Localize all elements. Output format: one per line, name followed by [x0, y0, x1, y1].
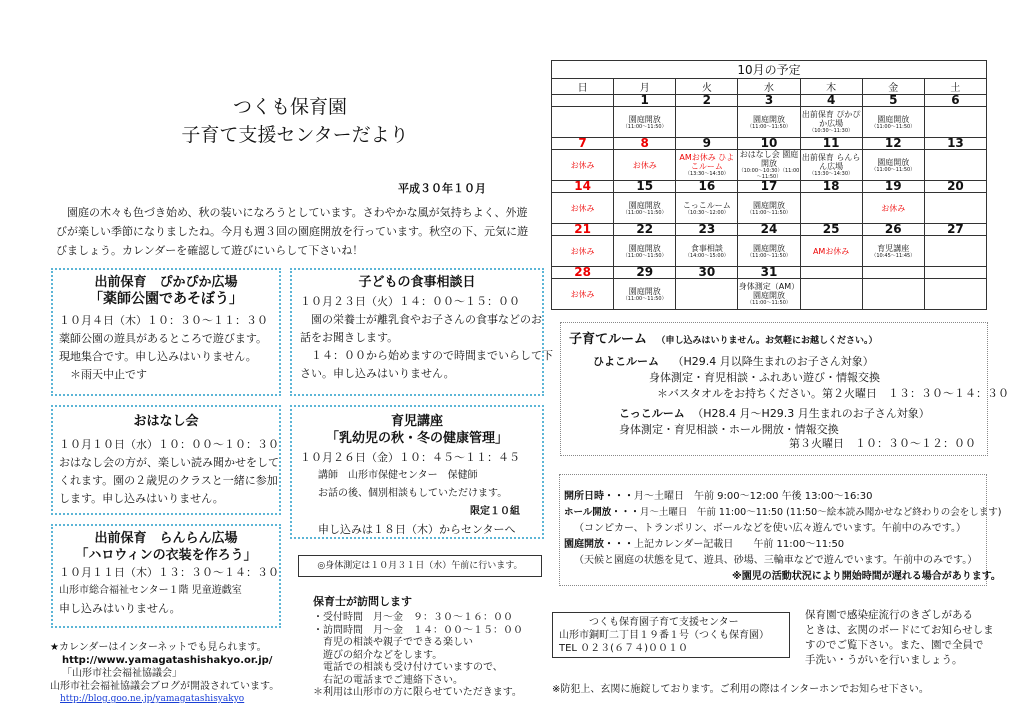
event-label: お休み	[570, 203, 595, 213]
event-label: 園庭開放	[752, 114, 785, 124]
event-label: AMお休み ひよこルーム	[679, 153, 735, 171]
calendar-day-number: 6	[924, 95, 986, 107]
event-label: 育児講座	[877, 243, 910, 253]
contact-phone: TEL ０２３(６７４)００１０	[559, 643, 688, 654]
box-line: 薬師公園の遊具があるところで遊びます。	[59, 332, 268, 345]
calendar-day-event	[552, 193, 614, 224]
box-line: 話をお聞きします。	[300, 331, 399, 344]
box-subtitle: 「薬師公園であそぼう」	[89, 291, 243, 307]
event-label: 出前保育 らんらん広場	[801, 153, 861, 171]
infection-line: ときは、玄関のボードにてお知らせしま	[805, 624, 994, 636]
event-label: 園庭開放	[877, 114, 910, 124]
box-title: 子どもの食事相談日	[358, 275, 476, 290]
calendar-day-event	[862, 193, 924, 224]
infection-line: 手洗い・うがいを行いましょう。	[805, 654, 963, 666]
event-label: お休み	[570, 160, 595, 170]
event-label: お休み	[881, 203, 906, 213]
calendar-day-event	[676, 279, 738, 310]
nurse-lines	[313, 612, 523, 700]
calendar-caption: 10月の予定	[552, 61, 987, 79]
event-label: おはなし会 園庭開放	[739, 150, 799, 168]
calendar-day-number	[862, 267, 924, 279]
event-time: （13:30～14:30）	[809, 171, 854, 177]
calendar-day-event	[552, 236, 614, 267]
calendar-day-number: 12	[862, 138, 924, 150]
calendar-day-number: 31	[738, 267, 800, 279]
links-line: ★カレンダーはインターネットでも見られます。	[50, 642, 267, 653]
event-time: （11:00～11:50）	[622, 295, 667, 302]
contact-line: つくも保育園子育て支援センター	[589, 617, 739, 628]
calendar-day-number: 4	[800, 95, 862, 107]
calendar-day-number: 7	[552, 138, 614, 150]
calendar-day-event	[676, 107, 738, 138]
intro-line: びが楽しい季節になりましたね。今月も週３回の園庭開放を行っています。秋空の下、元気に遊	[56, 225, 529, 238]
weekday-header: 水	[738, 79, 800, 95]
event-time: （11:00～11:50）	[622, 209, 667, 216]
calendar-day-event	[800, 279, 862, 310]
box-ranran	[51, 524, 281, 628]
room-note: （申し込みはいりません。お気軽にお越しください。）	[656, 336, 878, 346]
box-subtitle: 「ハロウィンの衣装を作ろう」	[75, 548, 257, 563]
box-line: １０月２６日（金）１０：４５～１１：４５	[300, 451, 520, 464]
event-label: お休み	[570, 289, 595, 299]
calendar-day-number: 2	[676, 95, 738, 107]
event-label: 食事相談	[690, 243, 723, 253]
calendar-day-event	[738, 107, 800, 138]
contact-box	[552, 612, 790, 658]
calendar-day-number: 5	[862, 95, 924, 107]
calendar-day-number: 13	[924, 138, 986, 150]
box-line: 山形市総合福祉センター１階 児童遊戯室	[59, 585, 242, 596]
calendar	[551, 60, 987, 310]
event-time: （11:00～11:50）	[871, 123, 916, 130]
calendar-day-number: 20	[924, 181, 986, 193]
hours-label: 開所日時・・・	[564, 491, 634, 502]
blog-url-link[interactable]: http://blog.goo.ne.jp/yamagatashisyakyo	[60, 694, 245, 704]
calendar-day-number: 21	[552, 224, 614, 236]
calendar-day-number: 27	[924, 224, 986, 236]
contact-line: 山形市銅町二丁目１９番１号（つくも保育園）	[559, 630, 769, 641]
intro-line: びましょう。カレンダーを確認して遊びにいらして下さいね！	[56, 244, 364, 257]
measure-note: ◎身体測定は１０月３１日（水）午前に行います。	[298, 555, 542, 577]
calendar-day-number: 17	[738, 181, 800, 193]
calendar-day-event	[738, 193, 800, 224]
hiyoko-line: ＊バスタオルをお持ちください。第２火曜日 １３：３０～１４：３０	[657, 387, 1009, 400]
event-time: （10:30～12:00）	[684, 209, 729, 216]
box-meal	[290, 268, 553, 396]
event-time: （13:30～14:30）	[684, 171, 729, 177]
calendar-day-event	[862, 236, 924, 267]
calendar-day-event	[800, 193, 862, 224]
calendar-day-number: 10	[738, 138, 800, 150]
box-line: します。申し込みはいりません。	[59, 492, 224, 505]
calendar-day-event	[924, 193, 986, 224]
box-line: 現地集合です。申し込みはいりません。	[59, 350, 257, 363]
weekday-header: 火	[676, 79, 738, 95]
calendar-day-number: 14	[552, 181, 614, 193]
calendar-day-number: 23	[676, 224, 738, 236]
room-box	[560, 322, 1009, 456]
event-time: （11:00～11:50）	[747, 300, 791, 306]
box-line: 申し込みは１８日（木）からセンターへ	[318, 523, 516, 536]
room-title: 子育てルーム	[569, 332, 648, 347]
event-label: 園庭開放	[752, 243, 785, 253]
calendar-day-event	[738, 236, 800, 267]
box-line: １０月２３日（火）１４：００～１５：００	[300, 295, 520, 308]
nurse-line: 電話での相談も受け付けていますので、	[313, 662, 503, 673]
calendar-day-number: 18	[800, 181, 862, 193]
calendar-day-event	[676, 236, 738, 267]
calendar-day-event	[614, 236, 676, 267]
event-time: （11:00～11:50）	[871, 166, 916, 173]
event-label: 園庭開放	[628, 200, 661, 210]
box-line: お話の後、個別相談もしていただけます。	[318, 488, 508, 499]
hours-text: （天候と園庭の状態を見て、遊具、砂場、三輪車などで遊んでいます。午前中のみです。）	[574, 555, 978, 566]
box-title: 出前保育 らんらん広場	[94, 531, 238, 546]
hours-label: ホール開放・・・	[564, 507, 640, 518]
calendar-day-event	[924, 150, 986, 181]
calendar-day-number: 30	[676, 267, 738, 279]
weekday-header: 月	[614, 79, 676, 95]
box-line: １０月１１日（木）１３：３０～１４：３０	[59, 566, 279, 579]
box-line: くれます。園の２歳児のクラスと一緒に参加	[59, 474, 278, 487]
issue-date: 平成３０年１０月	[398, 182, 486, 195]
calendar-day-number: 24	[738, 224, 800, 236]
security-note: ※防犯上、玄関に施錠しております。ご利用の際はインターホンでお知らせ下さい。	[552, 684, 929, 695]
event-time: （10:30～11:30）	[809, 128, 854, 134]
calendar-day-event	[676, 150, 738, 181]
intro-line: 園庭の木々も色づき始め、秋の装いになろうとしています。さわやかな風が気持ちよく、外遊	[67, 206, 528, 219]
nurse-title: 保育士が訪問します	[313, 595, 412, 608]
calendar-day-event	[924, 107, 986, 138]
infection-line: 保育園で感染症流行のきざしがある	[805, 609, 973, 621]
event-label: 出前保育 ぴかぴか広場	[801, 110, 861, 128]
event-label: 身体測定（AM） 園庭開放	[738, 282, 800, 300]
calendar-day-number: 3	[738, 95, 800, 107]
box-title: 出前保育 ぴかぴか広場	[94, 275, 238, 290]
calendar-day-event	[924, 236, 986, 267]
limit-note: 限定１０組	[470, 506, 520, 517]
kokko-line: 身体測定・育児相談・ホール開放・情報交換	[619, 423, 839, 436]
hiyoko-target: （H29.4 月以降生まれのお子さん対象）	[672, 355, 874, 368]
calendar-day-number: 9	[676, 138, 738, 150]
event-label: 園庭開放	[877, 157, 910, 167]
calendar-day-event	[614, 107, 676, 138]
calendar-day-event	[552, 107, 614, 138]
calendar-day-number: 8	[614, 138, 676, 150]
hours-box	[559, 474, 1002, 586]
title-line1: つくも保育園	[232, 96, 347, 118]
box-title: 育児講座	[390, 414, 443, 429]
box-story	[51, 405, 281, 515]
box-line: さい。申し込みはいりません。	[300, 367, 455, 380]
nurse-line: 遊びの紹介などをします。	[313, 649, 443, 661]
calendar-day-event	[800, 150, 862, 181]
box-pikapika	[51, 268, 281, 396]
calendar-day-number: 26	[862, 224, 924, 236]
calendar-day-number: 11	[800, 138, 862, 150]
calendar-day-event	[800, 236, 862, 267]
box-subtitle: 「乳幼児の秋・冬の健康管理」	[325, 431, 508, 446]
box-line: ＊雨天中止です	[59, 368, 147, 381]
kokko-line: 第３火曜日 １０：３０～１２：００	[789, 437, 976, 450]
calendar-day-event	[614, 150, 676, 181]
weekday-header: 木	[800, 79, 862, 95]
calendar-day-number: 28	[552, 267, 614, 279]
calendar-day-event	[614, 193, 676, 224]
links-line: 「山形市社会福祉協議会」	[62, 668, 182, 679]
nurse-line: ・訪問時間 月～金 １４：００～１５：００	[313, 624, 523, 636]
nurse-line: 右記の電話までご連絡下さい。	[313, 674, 463, 686]
nurse-line: ＊利用は山形市の方に限らせていただきます。	[313, 687, 522, 698]
calendar-day-event	[614, 279, 676, 310]
calendar-day-event	[552, 150, 614, 181]
calendar-day-number	[800, 267, 862, 279]
intro-text	[56, 203, 538, 260]
box-line: １０月４日（木）１０：３０～１１：３０	[59, 314, 268, 327]
weekday-header: 金	[862, 79, 924, 95]
calendar-day-number: 15	[614, 181, 676, 193]
links-line: 山形市社会福祉協議会ブログが開設されています。	[50, 681, 280, 692]
calendar-day-event	[800, 107, 862, 138]
infection-line: すのでご覧下さい。また、園で全員で	[805, 639, 984, 651]
event-time: （11:00～11:50）	[622, 252, 667, 259]
box-line: 申し込みはいりません。	[59, 602, 181, 615]
calendar-day-event	[738, 150, 800, 181]
event-time: （14:00～15:00）	[684, 252, 729, 259]
hours-text: （コンピカー、トランポリン、ボールなどを使い広々遊んでいます。午前中のみです。）	[574, 523, 966, 534]
event-time: （11:00～11:50）	[747, 123, 791, 130]
calendar-day-number	[552, 95, 614, 107]
weekday-header: 土	[924, 79, 986, 95]
calendar-day-event	[862, 150, 924, 181]
calendar-day-number: 16	[676, 181, 738, 193]
calendar-day-number: 29	[614, 267, 676, 279]
hours-label: 園庭開放・・・	[564, 539, 634, 550]
box-line: 講師 山形市保健センター 保健師	[318, 470, 478, 481]
hours-text: 月～土曜日 午前 9:00～12:00 午後 13:00～16:30	[634, 491, 873, 502]
hours-text: 上記カレンダー記載日 午前 11:00～11:50	[634, 539, 845, 550]
kokko-target: （H28.4 月～H29.3 月生まれのお子さん対象）	[692, 407, 930, 420]
calendar-day-number: 1	[614, 95, 676, 107]
event-label: 園庭開放	[628, 286, 661, 296]
event-label: お休み	[570, 246, 595, 256]
weekday-header: 日	[552, 79, 614, 95]
event-time: （11:00～11:50）	[747, 209, 791, 216]
box-title: おはなし会	[133, 414, 199, 429]
nurse-line: 育児の相談や親子でできる楽しい	[313, 637, 473, 648]
event-label: AMお休み	[812, 246, 850, 256]
links-block	[50, 641, 279, 706]
event-label: 園庭開放	[752, 200, 785, 210]
hiyoko-room-label: ひよこルーム	[593, 355, 659, 368]
hours-warning: ※園児の活動状況により開始時間が遅れる場合があります。	[732, 571, 1001, 582]
calendar-day-event	[738, 279, 800, 310]
calendar-day-event	[862, 107, 924, 138]
box-line: おはなし会の方が、楽しい読み聞かせをして	[59, 456, 279, 469]
box-line: 園の栄養士が離乳食やお子さんの食事などのお	[300, 313, 542, 326]
box-course	[290, 405, 544, 539]
calendar-day-event	[862, 279, 924, 310]
event-time: （11:00～11:50）	[622, 123, 667, 130]
hiyoko-line: 身体測定・育児相談・ふれあい遊び・情報交換	[649, 371, 880, 384]
box-line: １４：００から始めますので時間までいらして下	[300, 349, 553, 362]
calendar-day-number: 25	[800, 224, 862, 236]
calendar-day-event	[676, 193, 738, 224]
site-url-link[interactable]: http://www.yamagatashishakyo.or.jp/	[62, 655, 273, 666]
calendar-day-event	[924, 279, 986, 310]
title-line2: 子育て支援センターだより	[181, 124, 409, 146]
nurse-line: ・受付時間 月～金 ９：３０～１６：００	[313, 612, 513, 623]
event-label: お休み	[632, 160, 657, 170]
calendar-day-number: 22	[614, 224, 676, 236]
event-label: 園庭開放	[628, 243, 661, 253]
kokko-room-label: こっこルーム	[619, 407, 685, 420]
event-time: （11:00～11:50）	[747, 252, 791, 259]
box-line: １０月１０日（水）１０：００～１０：３０	[59, 438, 279, 451]
event-time: （10:45～11:45）	[871, 252, 916, 259]
calendar-day-number: 19	[862, 181, 924, 193]
event-label: こっこルーム	[682, 200, 731, 210]
hours-text: 月～土曜日 午前 11:00～11:50 (11:50～絵本読み聞かせなど終わりの会をします)	[639, 507, 1002, 518]
calendar-day-number	[924, 267, 986, 279]
infection-note	[805, 608, 994, 668]
event-time: （10:00～10:30）（11:00～11:50）	[738, 168, 800, 180]
event-label: 園庭開放	[628, 114, 661, 124]
calendar-day-event	[552, 279, 614, 310]
